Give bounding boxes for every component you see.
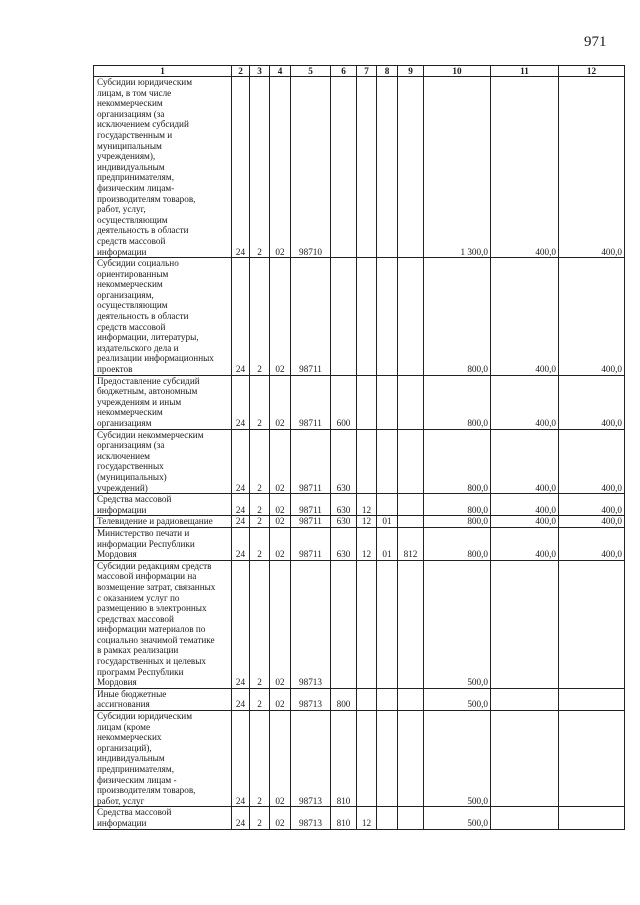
item-name-line: информации, литературы,	[97, 332, 199, 343]
subdivision-cell	[377, 375, 398, 429]
item-name-line: некоммерческим	[97, 98, 163, 109]
column-header-4: 4	[270, 66, 291, 77]
item-name-line: массовой информации на	[97, 571, 197, 582]
item-name-line: реализации информационных	[97, 353, 214, 364]
group-code-cell: 02	[270, 375, 291, 429]
item-name-line: организаций),	[97, 742, 152, 753]
target-article-cell: 98711	[291, 494, 331, 516]
item-name-line: предпринимателям,	[97, 172, 175, 183]
subdivision-cell	[377, 258, 398, 376]
item-name-line: средствах массовой	[97, 613, 174, 624]
amount-2021-cell: 800,0	[424, 516, 491, 528]
subdivision-cell	[377, 77, 398, 258]
amount-2023-cell: 400,0	[559, 494, 625, 516]
item-name-line: Иные бюджетные	[97, 688, 167, 699]
item-name-line: работ, услуг	[97, 795, 145, 806]
item-name-line: лицам (кроме	[97, 721, 151, 732]
item-name-line: некоммерческим	[97, 279, 163, 290]
subsection-code-cell: 2	[250, 711, 270, 807]
subdivision-cell	[377, 429, 398, 494]
subdivision-cell	[377, 688, 398, 710]
item-name-line: программ Республики	[97, 666, 184, 677]
subdivision-cell: 01	[377, 516, 398, 528]
table-row	[94, 258, 625, 376]
item-name-line: информации	[97, 246, 147, 257]
section-code-cell: 24	[232, 375, 250, 429]
item-name-line: государственным и	[97, 129, 173, 140]
budget-table	[93, 65, 625, 830]
item-name-line: работ, услуг,	[97, 204, 146, 215]
group-code-cell: 02	[270, 258, 291, 376]
item-name-line: индивидуальным	[97, 161, 165, 172]
item-name-cell	[94, 560, 232, 688]
item-name-line: Министерство печати и	[97, 527, 190, 538]
amount-2023-cell: 400,0	[559, 429, 625, 494]
ministry-code-cell	[398, 494, 424, 516]
item-name-line: физическим лицам -	[97, 774, 177, 785]
amount-2022-cell: 400,0	[491, 527, 559, 560]
table-row	[94, 494, 625, 516]
item-name-line: деятельность в области	[97, 225, 189, 236]
item-name-line: учреждениям и иным	[97, 396, 182, 407]
target-article-cell: 98711	[291, 429, 331, 494]
subdivision-cell	[377, 807, 398, 829]
division-cell	[357, 77, 377, 258]
group-code-cell: 02	[270, 494, 291, 516]
target-article-cell: 98713	[291, 688, 331, 710]
item-name-line: информации Республики	[97, 538, 195, 549]
item-name-line: некоммерческим	[97, 407, 163, 418]
ministry-code-cell	[398, 807, 424, 829]
ministry-code-cell	[398, 77, 424, 258]
amount-2023-cell	[559, 688, 625, 710]
table-row	[94, 375, 625, 429]
table-row	[94, 429, 625, 494]
expense-type-cell: 630	[331, 527, 357, 560]
subsection-code-cell: 2	[250, 429, 270, 494]
amount-2023-cell: 400,0	[559, 516, 625, 528]
item-name-cell	[94, 688, 232, 710]
item-name-line: информации материалов по	[97, 624, 206, 635]
group-code-cell: 02	[270, 711, 291, 807]
subdivision-cell	[377, 560, 398, 688]
group-code-cell: 02	[270, 77, 291, 258]
subsection-code-cell: 2	[250, 494, 270, 516]
subsection-code-cell: 2	[250, 807, 270, 829]
amount-2021-cell: 800,0	[424, 494, 491, 516]
item-name-line: средств массовой	[97, 321, 166, 332]
item-name-line: возмещение затрат, связанных	[97, 581, 216, 592]
division-cell: 12	[357, 494, 377, 516]
amount-2022-cell: 400,0	[491, 494, 559, 516]
subsection-code-cell: 2	[250, 375, 270, 429]
subsection-code-cell: 2	[250, 258, 270, 376]
item-name-line: организациям,	[97, 289, 154, 300]
item-name-line: Субсидии юридическим	[97, 77, 193, 87]
division-cell	[357, 375, 377, 429]
item-name-cell	[94, 494, 232, 516]
amount-2023-cell	[559, 560, 625, 688]
item-name-line: организациям	[97, 418, 152, 428]
target-article-cell: 98711	[291, 375, 331, 429]
table-row	[94, 688, 625, 710]
group-code-cell: 02	[270, 516, 291, 528]
item-name-line: Субсидии юридическим	[97, 711, 193, 722]
subsection-code-cell: 2	[250, 77, 270, 258]
amount-2022-cell: 400,0	[491, 429, 559, 494]
item-name-line: ассигнования	[97, 699, 150, 710]
amount-2021-cell: 1 300,0	[424, 77, 491, 258]
column-header-12: 12	[559, 66, 625, 77]
amount-2022-cell: 400,0	[491, 516, 559, 528]
item-name-line: издательского дела и	[97, 342, 179, 353]
item-name-line: Мордовия	[97, 677, 137, 688]
item-name-cell	[94, 258, 232, 376]
subdivision-cell: 01	[377, 527, 398, 560]
target-article-cell: 98713	[291, 711, 331, 807]
amount-2023-cell: 400,0	[559, 375, 625, 429]
item-name-line: некоммерческих	[97, 732, 162, 743]
section-code-cell: 24	[232, 711, 250, 807]
section-code-cell: 24	[232, 807, 250, 829]
item-name-cell	[94, 807, 232, 829]
amount-2022-cell: 400,0	[491, 258, 559, 376]
section-code-cell: 24	[232, 429, 250, 494]
expense-type-cell: 630	[331, 494, 357, 516]
expense-type-cell	[331, 77, 357, 258]
division-cell: 12	[357, 527, 377, 560]
item-name-line: (муниципальных)	[97, 471, 167, 482]
header-row	[94, 66, 625, 77]
page-number: 971	[584, 34, 607, 50]
expense-type-cell: 630	[331, 429, 357, 494]
column-header-3: 3	[250, 66, 270, 77]
expense-type-cell: 810	[331, 711, 357, 807]
table-row	[94, 77, 625, 258]
item-name-line: Предоставление субсидий	[97, 375, 200, 386]
subsection-code-cell: 2	[250, 560, 270, 688]
target-article-cell: 98713	[291, 560, 331, 688]
amount-2021-cell: 500,0	[424, 807, 491, 829]
item-name-line: размещению в электронных	[97, 603, 207, 614]
section-code-cell: 24	[232, 494, 250, 516]
item-name-line: физическим лицам-	[97, 182, 175, 193]
amount-2022-cell	[491, 711, 559, 807]
table-row	[94, 711, 625, 807]
item-name-line: средств массовой	[97, 235, 166, 246]
ministry-code-cell	[398, 429, 424, 494]
column-header-9: 9	[398, 66, 424, 77]
item-name-cell	[94, 429, 232, 494]
item-name-line: организациям (за	[97, 108, 165, 119]
division-cell	[357, 258, 377, 376]
item-name-line: государственных	[97, 461, 164, 472]
item-name-line: лицам, в том числе	[97, 87, 172, 98]
ministry-code-cell	[398, 375, 424, 429]
amount-2021-cell: 800,0	[424, 258, 491, 376]
item-name-cell	[94, 711, 232, 807]
item-name-line: Субсидии некоммерческим	[97, 429, 204, 440]
subsection-code-cell: 2	[250, 527, 270, 560]
item-name-cell	[94, 375, 232, 429]
expense-type-cell	[331, 560, 357, 688]
item-name-cell	[94, 527, 232, 560]
item-name-line: организациям (за	[97, 440, 165, 451]
item-name-line: социально значимой тематике	[97, 634, 215, 645]
column-header-8: 8	[377, 66, 398, 77]
expense-type-cell: 800	[331, 688, 357, 710]
item-name-line: информации	[97, 817, 147, 828]
target-article-cell: 98711	[291, 516, 331, 528]
amount-2021-cell: 500,0	[424, 711, 491, 807]
item-name-line: исключением	[97, 450, 150, 461]
item-name-line: Субсидии социально	[97, 258, 179, 269]
amount-2021-cell: 500,0	[424, 560, 491, 688]
expense-type-cell	[331, 258, 357, 376]
item-name-line: государственных и целевых	[97, 656, 207, 667]
group-code-cell: 02	[270, 807, 291, 829]
amount-2021-cell: 800,0	[424, 527, 491, 560]
amount-2023-cell: 400,0	[559, 77, 625, 258]
ministry-code-cell	[398, 711, 424, 807]
division-cell	[357, 711, 377, 807]
table-row	[94, 807, 625, 829]
ministry-code-cell	[398, 560, 424, 688]
item-name-line: осуществляющим	[97, 300, 168, 311]
item-name-line: осуществляющим	[97, 214, 168, 225]
subdivision-cell	[377, 711, 398, 807]
amount-2021-cell: 500,0	[424, 688, 491, 710]
item-name-cell	[94, 77, 232, 258]
group-code-cell: 02	[270, 429, 291, 494]
expense-type-cell: 630	[331, 516, 357, 528]
item-name-line: производителям товаров,	[97, 785, 196, 796]
amount-2023-cell: 400,0	[559, 527, 625, 560]
amount-2023-cell: 400,0	[559, 258, 625, 376]
section-code-cell: 24	[232, 688, 250, 710]
division-cell: 12	[357, 516, 377, 528]
subdivision-cell	[377, 494, 398, 516]
table-row	[94, 527, 625, 560]
group-code-cell: 02	[270, 527, 291, 560]
division-cell	[357, 560, 377, 688]
amount-2022-cell: 400,0	[491, 375, 559, 429]
division-cell	[357, 429, 377, 494]
column-header-5: 5	[291, 66, 331, 77]
subsection-code-cell: 2	[250, 688, 270, 710]
ministry-code-cell	[398, 688, 424, 710]
target-article-cell: 98711	[291, 527, 331, 560]
item-name-line: предпринимателям,	[97, 764, 175, 774]
expense-type-cell: 600	[331, 375, 357, 429]
column-header-6: 6	[331, 66, 357, 77]
table-header	[94, 66, 625, 77]
item-name-line: информации	[97, 504, 147, 515]
item-name-line: ориентированным	[97, 268, 169, 279]
item-name-line: с оказанием услуг по	[97, 592, 180, 603]
division-cell: 12	[357, 807, 377, 829]
ministry-code-cell	[398, 258, 424, 376]
item-name-line: производителям товаров,	[97, 193, 196, 204]
ministry-code-cell	[398, 516, 424, 528]
table-row	[94, 516, 625, 528]
amount-2022-cell	[491, 688, 559, 710]
amount-2023-cell	[559, 711, 625, 807]
section-code-cell: 24	[232, 258, 250, 376]
amount-2021-cell: 800,0	[424, 375, 491, 429]
amount-2021-cell: 800,0	[424, 429, 491, 494]
target-article-cell: 98711	[291, 258, 331, 376]
column-header-1: 1	[94, 66, 232, 77]
item-name-line: проектов	[97, 364, 133, 375]
item-name-line: Средства массовой	[97, 494, 172, 505]
item-name-line: индивидуальным	[97, 753, 165, 764]
column-header-11: 11	[491, 66, 559, 77]
target-article-cell: 98713	[291, 807, 331, 829]
item-name-line: учреждениям),	[97, 151, 156, 162]
table-row	[94, 560, 625, 688]
item-name-line: муниципальным	[97, 140, 162, 151]
item-name-line: бюджетным, автономным	[97, 386, 198, 397]
expense-type-cell: 810	[331, 807, 357, 829]
amount-2022-cell: 400,0	[491, 77, 559, 258]
item-name-line: учреждений)	[97, 482, 148, 493]
section-code-cell: 24	[232, 527, 250, 560]
item-name-line: Телевидение и радиовещание	[97, 516, 213, 527]
item-name-line: Средства массовой	[97, 807, 172, 818]
division-cell	[357, 688, 377, 710]
table-body	[94, 77, 625, 830]
item-name-line: Мордовия	[97, 549, 137, 560]
group-code-cell: 02	[270, 688, 291, 710]
amount-2022-cell	[491, 560, 559, 688]
section-code-cell: 24	[232, 516, 250, 528]
group-code-cell: 02	[270, 560, 291, 688]
target-article-cell: 98710	[291, 77, 331, 258]
subsection-code-cell: 2	[250, 516, 270, 528]
item-name-cell	[94, 516, 232, 528]
column-header-2: 2	[232, 66, 250, 77]
item-name-line: в рамках реализации	[97, 645, 179, 656]
item-name-line: деятельность в области	[97, 311, 189, 322]
ministry-code-cell: 812	[398, 527, 424, 560]
section-code-cell: 24	[232, 77, 250, 258]
column-header-7: 7	[357, 66, 377, 77]
amount-2022-cell	[491, 807, 559, 829]
section-code-cell: 24	[232, 560, 250, 688]
item-name-line: Субсидии редакциям средств	[97, 560, 212, 571]
item-name-line: исключением субсидий	[97, 119, 189, 130]
amount-2023-cell	[559, 807, 625, 829]
column-header-10: 10	[424, 66, 491, 77]
